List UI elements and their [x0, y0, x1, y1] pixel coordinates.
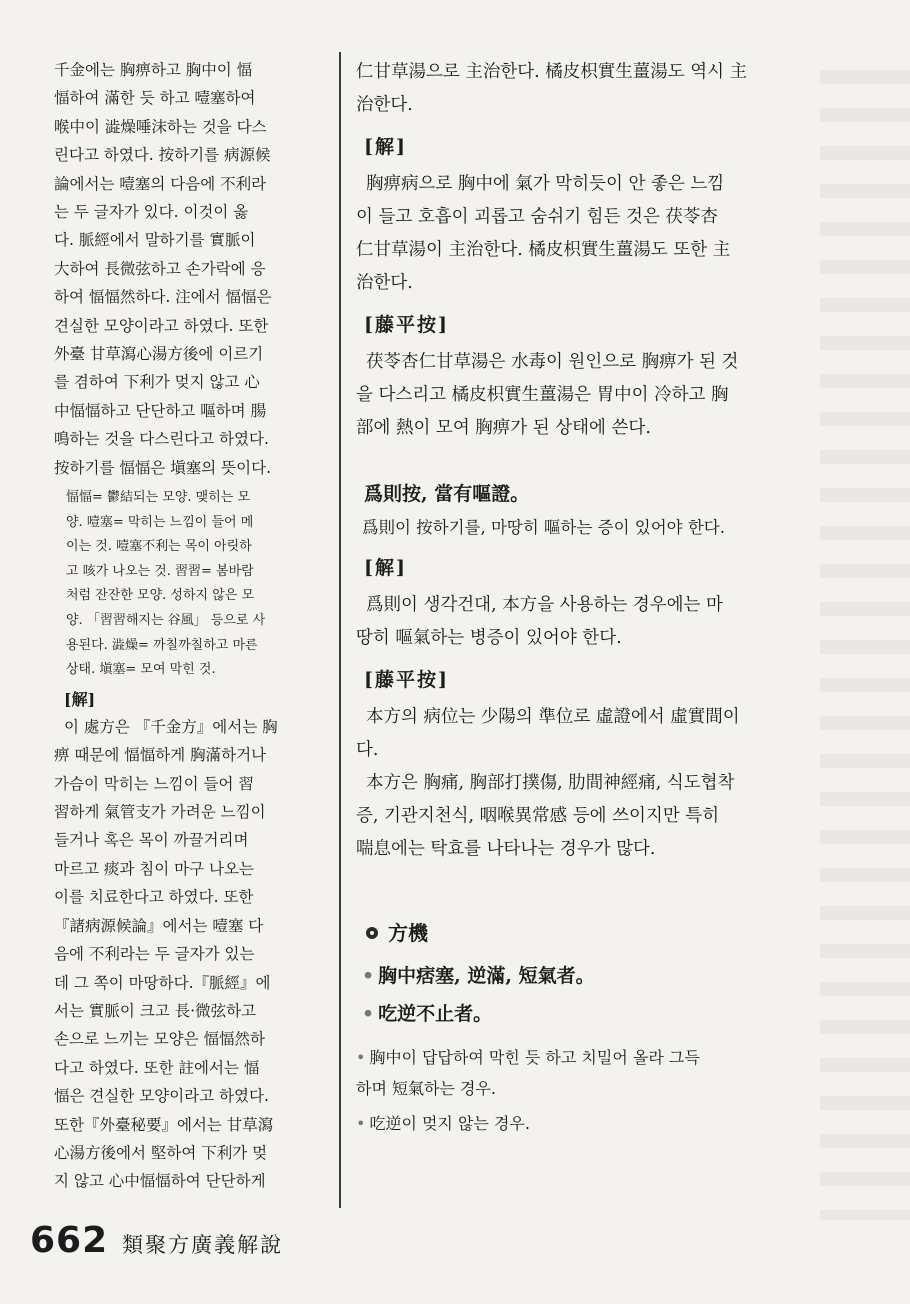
text-line: 鳴하는 것을 다스린다고 하였다. [54, 430, 269, 449]
text-line: 서는 實脈이 크고 長·微弦하고 [54, 1001, 257, 1020]
text-line: 本方의 病位는 少陽의 準位로 虛證에서 虛實間이 [366, 707, 740, 727]
fangji-note-text: 吃逆이 멎지 않는 경우. [369, 1114, 530, 1133]
left-column [54, 56, 324, 1208]
note-line: 상태. 塡塞= 모여 막힌 것. [66, 662, 216, 678]
text-line: 論에서는 噎塞의 다음에 不利라 [54, 174, 267, 193]
text-line: 린다고 하였다. 按하기를 病源候 [54, 146, 271, 165]
note-line: 양. 噎塞= 막히는 느낌이 들어 메 [66, 514, 254, 530]
tengping-an-heading: [藤平按] [364, 669, 449, 691]
text-line: 心湯方後에서 堅하여 下利가 멎 [54, 1143, 268, 1162]
text-line: 땅히 嘔氣하는 병증이 있어야 한다. [356, 628, 622, 648]
text-line: 仁甘草湯으로 主治한다. 橘皮枳實生薑湯도 역시 主 [356, 62, 748, 82]
verse-translation: 爲則이 按하기를, 마땅히 嘔하는 증이 있어야 한다. [362, 518, 725, 537]
text-line: 治한다. [356, 273, 413, 293]
jie-heading-left: [解] [64, 689, 96, 709]
fangji-note [356, 1042, 856, 1073]
fangji-item [362, 998, 856, 1030]
text-line: 中愊愊하고 단단하고 嘔하며 腸 [54, 401, 267, 420]
text-line: 지 않고 心中愊愊하여 단단하게 [54, 1172, 266, 1191]
dot-bullet-icon: • [362, 1003, 375, 1025]
text-line: 『諸病源候論』에서는 噎塞 다 [54, 916, 264, 935]
text-line: 마르고 痰과 침이 마구 나오는 [54, 859, 254, 878]
note-line: 용된다. 澁燥= 까칠까칠하고 마른 [66, 637, 258, 653]
right-column [356, 56, 856, 1208]
page-number: 662 [30, 1220, 109, 1261]
text-line: 外臺 甘草瀉心湯方後에 이르기 [54, 345, 264, 364]
text-line: 痹 때문에 愊愊하게 胸滿하거나 [54, 746, 267, 765]
tengping-an-paragraph [356, 701, 856, 866]
text-line: 다고 하였다. 또한 註에서는 愊 [54, 1058, 260, 1077]
note-line: 고 咳가 나오는 것. 習習= 봄바람 [66, 563, 254, 579]
fangji-item-text: 胸中痞塞, 逆滿, 短氣者。 [378, 965, 595, 987]
tengping-an-paragraph [356, 346, 856, 445]
tengping-an-heading: [藤平按] [364, 314, 449, 336]
text-line: 大하여 長微弦하고 손가락에 응 [54, 259, 266, 278]
text-line: 들거나 혹은 목이 까끌거리며 [54, 831, 249, 850]
text-line: 按하기를 愊愊은 塡塞의 뜻이다. [54, 458, 271, 477]
text-line: 손으로 느끼는 모양은 愊愊然하 [54, 1030, 266, 1049]
text-line: 習하게 氣管支가 가려운 느낌이 [54, 803, 266, 822]
text-line: 다. 脈經에서 말하기를 實脈이 [54, 231, 256, 250]
text-line: 견실한 모양이라고 하였다. 또한 [54, 316, 269, 335]
fangji-item-text: 吃逆不止者。 [378, 1003, 493, 1025]
text-line: 하여 愊愊然하다. 注에서 愊愊은 [54, 288, 272, 307]
fangji-note [356, 1108, 856, 1139]
jie-heading: [解] [364, 557, 407, 579]
text-line: 喘息에는 탁효를 나타나는 경우가 많다. [356, 839, 656, 859]
dot-bullet-icon: • [356, 1114, 366, 1133]
book-title: 類聚方廣義解說 [122, 1233, 284, 1257]
text-line: 증, 기관지천식, 咽喉異常感 등에 쓰이지만 특히 [356, 806, 720, 826]
note-line: 처럼 잔잔한 모양. 성하지 않은 모 [66, 588, 255, 604]
text-line: 이 들고 호흡이 괴롭고 숨쉬기 힘든 것은 茯苓杏 [356, 207, 718, 227]
text-line: 가슴이 막히는 느낌이 들어 習 [54, 774, 254, 793]
fangji-item [362, 960, 856, 992]
dot-bullet-icon: • [362, 965, 375, 987]
dot-bullet-icon: • [356, 1048, 366, 1067]
jie-heading: [解] [364, 136, 407, 158]
text-line: 茯苓杏仁甘草湯은 水毒이 원인으로 胸痹가 된 것 [366, 352, 739, 372]
text-line: 喉中이 澁燥唾沫하는 것을 다스 [54, 117, 267, 136]
text-line: 治한다. [356, 95, 413, 115]
text-line: 을 다스리고 橘皮枳實生薑湯은 胃中이 冷하고 胸 [356, 385, 729, 405]
text-line: 이 處方은 『千金方』에서는 胸 [64, 717, 278, 736]
fangji-note-cont: 하며 短氣하는 경우. [356, 1079, 496, 1098]
fangji-heading-text: 方機 [388, 921, 428, 945]
glossary-notes [66, 486, 324, 683]
fangji-heading [366, 918, 856, 948]
text-line: 本方은 胸痛, 胸部打撲傷, 肋間神經痛, 식도협착 [366, 773, 735, 793]
text-line: 千金에는 胸痹하고 胸中이 愊 [54, 61, 253, 79]
text-line: 部에 熱이 모여 胸痹가 된 상태에 쓴다. [356, 418, 651, 438]
note-line: 愊愊= 鬱結되는 모양. 맺히는 모 [66, 490, 251, 506]
text-line: 이를 치료한다고 하였다. 또한 [54, 888, 254, 907]
text-line: 또한『外臺秘要』에서는 甘草瀉 [54, 1115, 274, 1134]
page-footer [30, 1220, 283, 1270]
intro-paragraph [356, 56, 856, 122]
text-line: 다. [356, 740, 379, 760]
text-line: 를 겸하여 下利가 멎지 않고 心 [54, 373, 260, 392]
text-line: 는 두 글자가 있다. 이것이 옳 [54, 203, 249, 222]
left-paragraph [54, 56, 324, 482]
jie-paragraph [356, 168, 856, 300]
text-line: 愊하여 滿한 듯 하고 噎塞하여 [54, 89, 256, 108]
text-line: 음에 不利라는 두 글자가 있는 [54, 945, 255, 964]
column-divider [339, 52, 341, 1208]
text-line: 데 그 쪽이 마땅하다.『脈經』에 [54, 973, 271, 992]
left-jie-paragraph [54, 713, 324, 1196]
text-line: 爲則이 생각건대, 本方을 사용하는 경우에는 마 [366, 595, 723, 615]
note-line: 이는 것. 噎塞不利는 목이 아릿하 [66, 539, 252, 555]
verse-title: 爲則按, 當有嘔證。 [364, 483, 530, 505]
jie-paragraph [356, 589, 856, 655]
circle-bullet-icon [366, 927, 378, 939]
fangji-note-text: 胸中이 답답하여 막힌 듯 하고 치밀어 올라 그득 [369, 1048, 700, 1067]
text-line: 愊은 견실한 모양이라고 하였다. [54, 1087, 269, 1106]
text-line: 胸痹病으로 胸中에 氣가 막히듯이 안 좋은 느낌 [366, 174, 725, 194]
note-line: 양. 「習習해지는 谷風」 등으로 사 [66, 613, 266, 629]
text-line: 仁甘草湯이 主治한다. 橘皮枳實生薑湯도 또한 主 [356, 240, 731, 260]
